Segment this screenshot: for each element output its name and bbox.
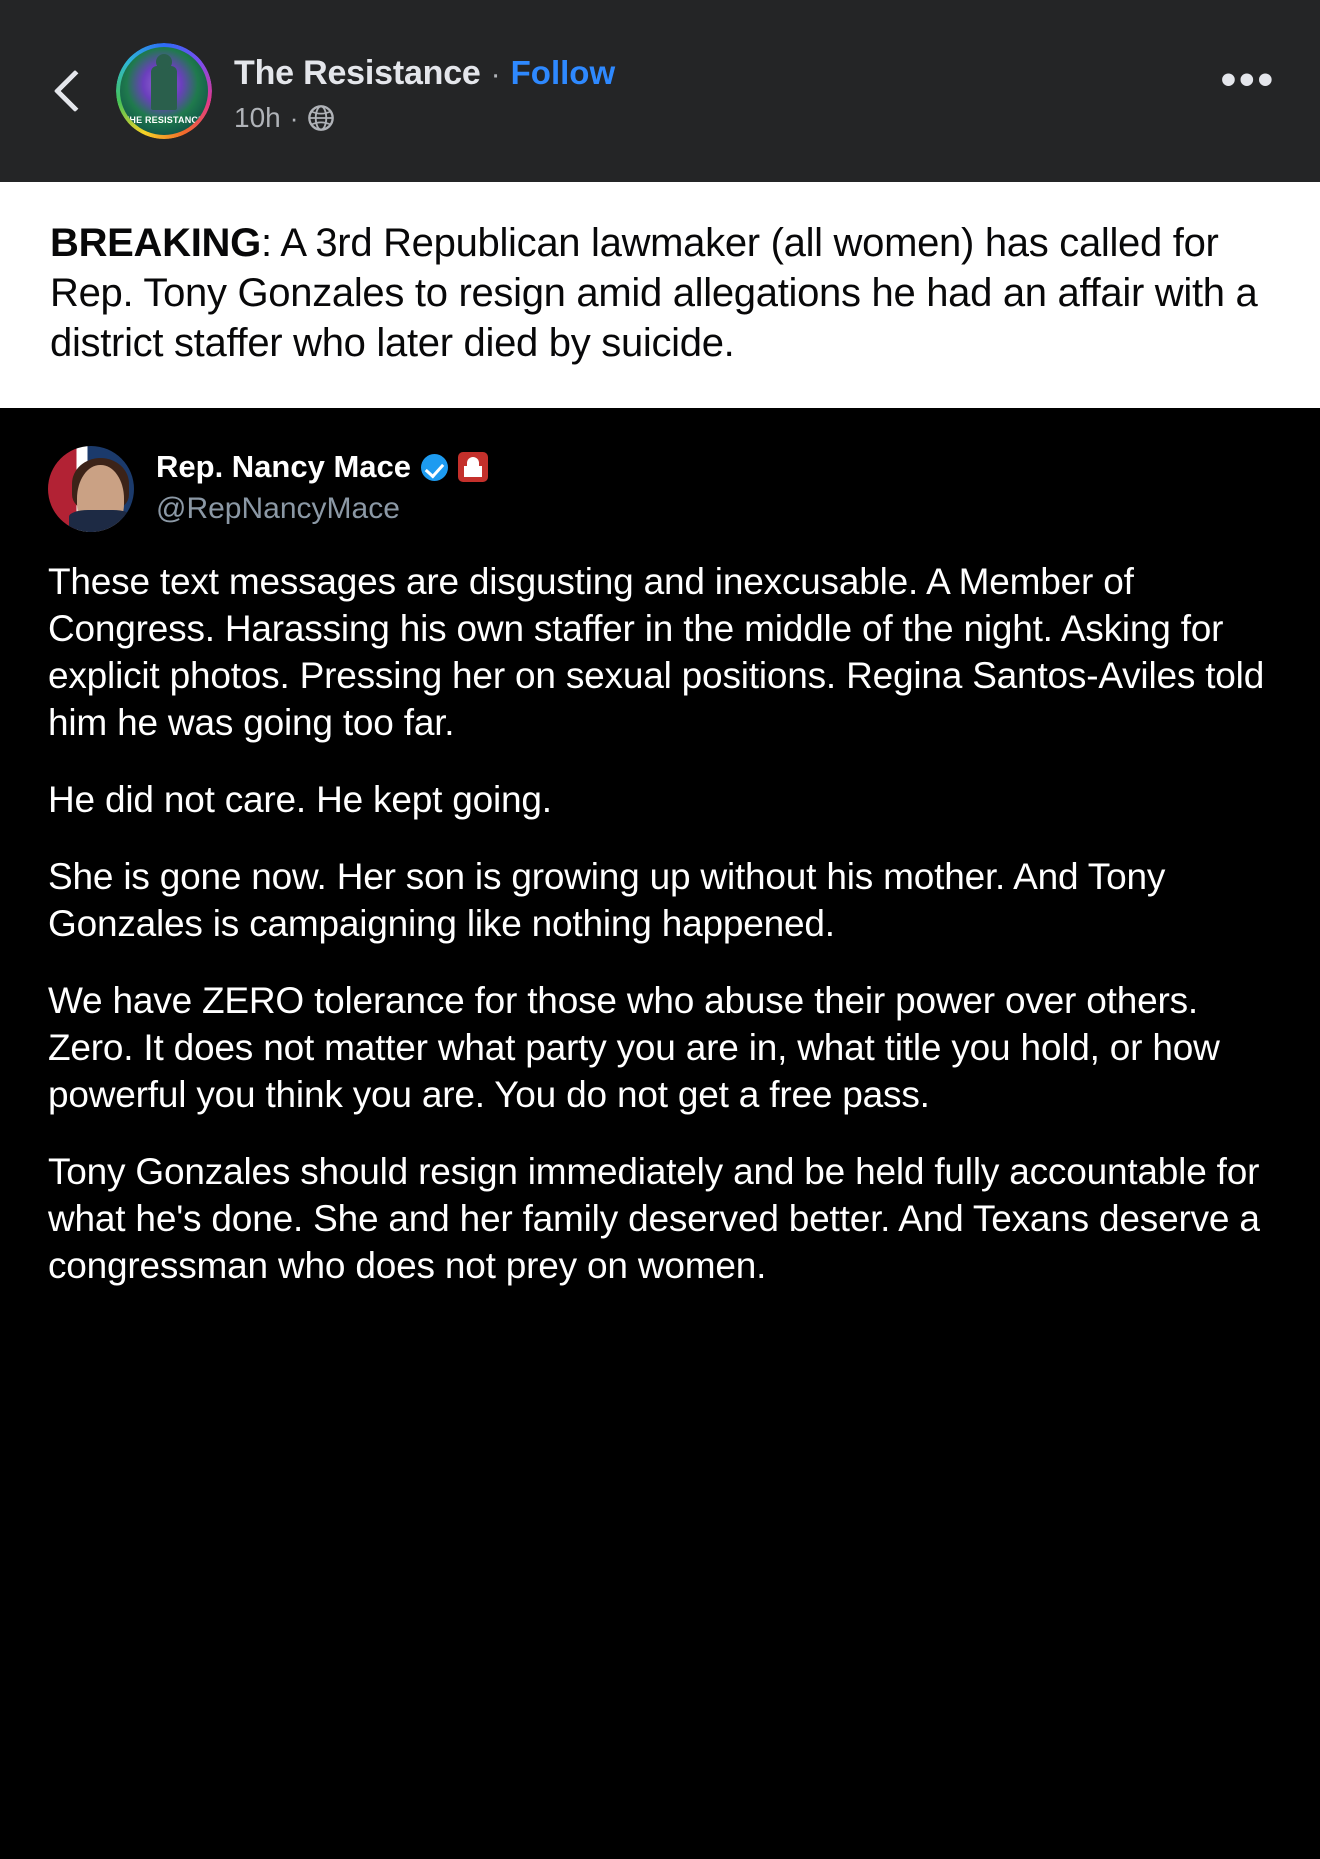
tweet-header [48,446,1274,532]
header-title-row [234,52,1221,94]
tweet-paragraph: She is gone now. Her son is growing up without his mother. And Tony Gonzales is campaigning like nothing happened. [48,856,1166,944]
tweet-body [48,558,1274,1289]
avatar-rainbow-ring [116,43,212,139]
more-options-icon[interactable]: ••• [1220,55,1276,104]
post-header [0,0,1320,182]
post-message [50,218,1274,368]
tweet-name-row [156,448,488,486]
tweet-identity [156,446,488,528]
page-avatar[interactable] [116,43,212,139]
follow-button[interactable]: Follow [510,54,616,91]
avatar-image [120,47,208,135]
post-text: : A 3rd Republican lawmaker (all women) has called for Rep. Tony Gonzales to resign amid allegations he had an affair with a district staffer who later died by suicide. [50,221,1258,365]
verified-check-icon [421,454,448,481]
page-title[interactable]: The Resistance [234,54,481,92]
tweet-paragraph: He did not care. He kept going. [48,779,552,820]
title-separator: · [490,58,501,91]
meta-separator: · [289,102,299,133]
tweet-display-name[interactable]: Rep. Nancy Mace [156,449,411,484]
post-body [0,182,1320,408]
back-chevron-icon[interactable] [44,68,90,114]
header-text-block [234,48,1221,134]
avatar-body [69,510,133,532]
post-lead: BREAKING [50,221,261,265]
header-meta-row [234,102,1221,134]
tweet-handle[interactable]: @RepNancyMace [156,492,400,525]
statue-of-liberty-icon [151,66,177,110]
tweet-paragraph: These text messages are disgusting and inexcusable. A Member of Congress. Harassing his own staffer in the middle of the night. Asking for explicit photos. Pressing her on sexual positions. Regina Santos-Aviles told him he was going too far. [48,561,1265,743]
avatar-label: THE RESISTANCE [123,115,205,125]
embedded-tweet[interactable] [0,408,1320,1319]
tweet-paragraph: We have ZERO tolerance for those who abuse their power over others. Zero. It does not matter what party you are in, what title you hold, or how powerful you think you are. You do not get a free pass. [48,980,1220,1115]
government-building-icon [458,452,488,482]
post-timestamp[interactable]: 10h [234,102,281,133]
tweet-paragraph: Tony Gonzales should resign immediately and be held fully accountable for what he's done. She and her family deserved better. And Texans deserve a congressman who does not prey on women. [48,1151,1260,1286]
globe-public-icon[interactable] [307,104,335,132]
tweet-avatar[interactable] [48,446,134,532]
